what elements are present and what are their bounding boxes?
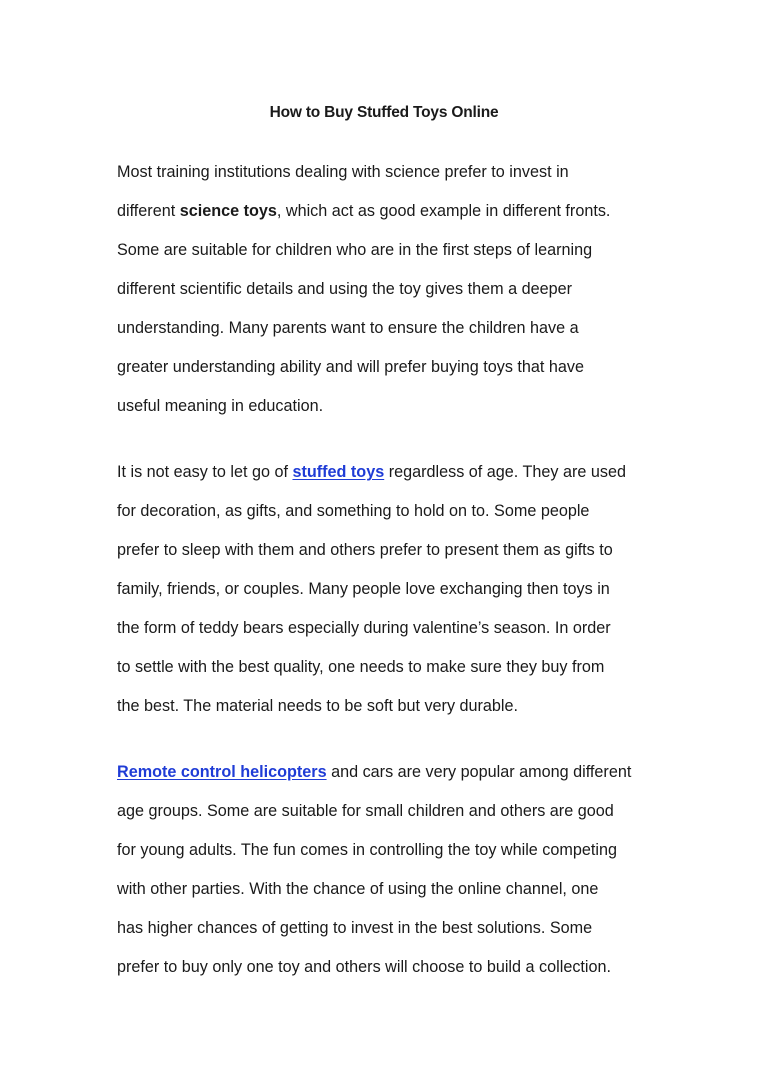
text-line: for decoration, as gifts, and something to hold on to. Some people (117, 502, 590, 520)
text-segment: It is not easy to let go of (117, 463, 293, 481)
science-toys-term: science toys (179, 202, 277, 220)
paragraph-stuffed-toys (117, 453, 677, 726)
text-line: has higher chances of getting to invest in the best solutions. Some (117, 919, 593, 937)
text-line (117, 453, 677, 492)
text-line (117, 192, 677, 231)
text-line: Most training institutions dealing with science prefer to invest in (117, 163, 569, 181)
text-line: different scientific details and using the toy gives them a deeper (117, 280, 573, 298)
text-segment: regardless of age. They are used (384, 463, 626, 481)
text-line: Some are suitable for children who are in the first steps of learning (117, 241, 593, 259)
remote-control-helicopters-link[interactable]: Remote control helicopters (117, 763, 327, 781)
text-line: understanding. Many parents want to ensure the children have a (117, 319, 579, 337)
text-line: prefer to sleep with them and others prefer to present them as gifts to (117, 541, 613, 559)
text-segment: different (117, 202, 180, 220)
text-line: for young adults. The fun comes in controlling the toy while competing (117, 841, 617, 859)
text-line: family, friends, or couples. Many people love exchanging then toys in (117, 580, 610, 598)
stuffed-toys-link[interactable]: stuffed toys (292, 463, 385, 481)
text-line: to settle with the best quality, one needs to make sure they buy from (117, 658, 605, 676)
text-line: the form of teddy bears especially during valentine’s season. In order (117, 619, 611, 637)
paragraph-remote-control (117, 753, 677, 987)
text-line: prefer to buy only one toy and others will choose to build a collection. (117, 958, 612, 976)
text-line: useful meaning in education. (117, 397, 324, 415)
text-line (117, 753, 677, 792)
paragraph-science-toys (117, 153, 677, 426)
text-segment: and cars are very popular among different (326, 763, 632, 781)
text-line: age groups. Some are suitable for small children and others are good (117, 802, 614, 820)
document-title: How to Buy Stuffed Toys Online (269, 104, 499, 121)
text-line: with other parties. With the chance of using the online channel, one (117, 880, 599, 898)
text-line: the best. The material needs to be soft but very durable. (117, 697, 519, 715)
text-line: greater understanding ability and will prefer buying toys that have (117, 358, 585, 376)
text-segment: , which act as good example in different fronts. (276, 202, 611, 220)
